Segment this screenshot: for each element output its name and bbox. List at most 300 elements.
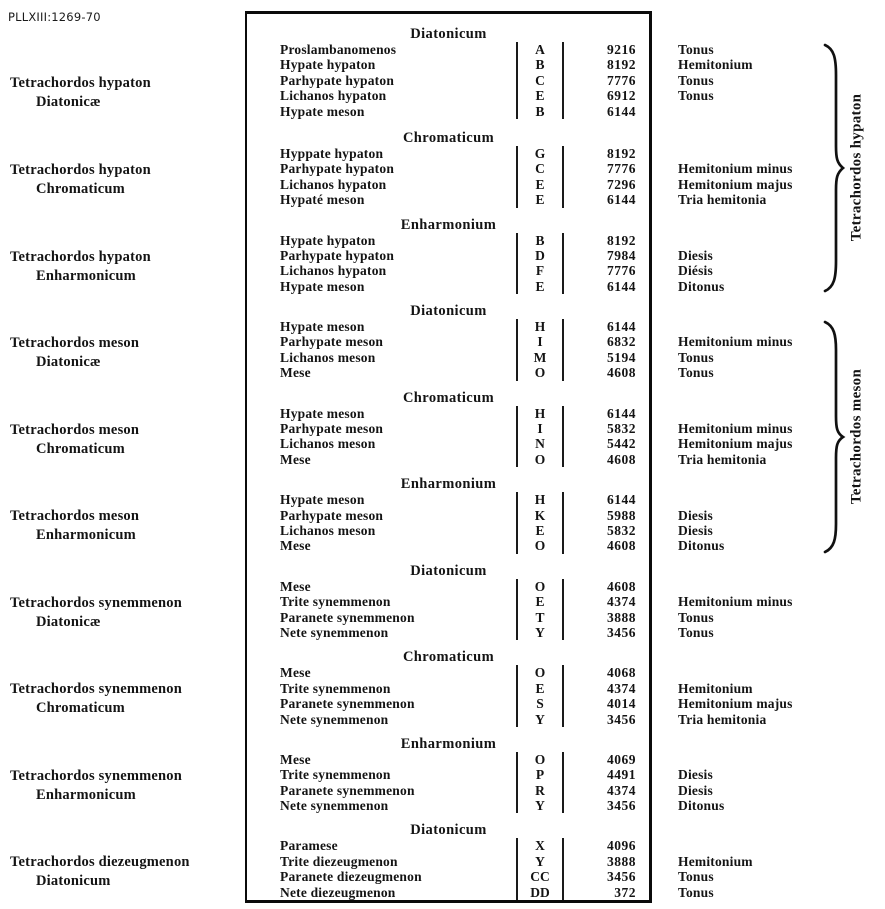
section-header-row [0, 303, 885, 319]
interval-label: Hemitonium minus [678, 421, 793, 437]
note-name: Trite synemmenon [280, 767, 391, 783]
spacer [0, 217, 247, 233]
note-row-main [247, 752, 650, 767]
spacer [0, 303, 247, 319]
note-row [0, 42, 885, 57]
interval-label: Tria hemitonia [678, 192, 767, 208]
note-value: 6144 [562, 192, 650, 207]
section-genus-header: Diatonicum [410, 562, 487, 579]
interval-label: Tonus [678, 88, 714, 104]
note-value: 3888 [562, 610, 650, 625]
interval-label: Diésis [678, 263, 713, 279]
tetrachord-table [0, 26, 885, 909]
section-genus-header: Chromaticum [402, 649, 495, 666]
section-header-row [0, 649, 885, 665]
note-name: Paramese [280, 838, 338, 854]
note-name: Trite synemmenon [280, 680, 391, 696]
brace-label-hypaton: Tetrachordos hypaton [848, 93, 865, 242]
note-name: Lichanos meson [280, 436, 376, 452]
interval-label [650, 838, 885, 853]
note-name: Nete diezeugmenon [280, 884, 396, 900]
spacer [0, 492, 247, 507]
section-header-row [0, 26, 885, 42]
left-group-label-line: Tetrachordos meson [10, 421, 140, 438]
interval-label [650, 319, 885, 334]
left-group-label-line: Tetrachordos hypaton [10, 161, 151, 178]
note-name: Lichanos meson [280, 349, 376, 365]
spacer [0, 406, 247, 421]
section [0, 130, 885, 208]
note-name: Mese [280, 365, 311, 381]
interval-label: Hemitonium minus [678, 594, 793, 610]
spacer [650, 303, 885, 319]
note-row-main [247, 406, 650, 421]
note-row-main [247, 885, 650, 900]
note-value: 4491 [562, 767, 650, 782]
note-letter: H [516, 319, 562, 334]
note-name: Lichanos hypaton [280, 176, 387, 192]
note-value: 7984 [562, 248, 650, 263]
left-group-label-line: Enharmonicum [36, 527, 136, 544]
section [0, 736, 885, 814]
interval-label: Hemitonium majus [678, 176, 793, 192]
section [0, 563, 885, 641]
spacer [0, 319, 247, 334]
note-row-main [247, 279, 650, 294]
left-group-label-line: Diatonicum [36, 873, 111, 890]
note-letter: O [516, 538, 562, 553]
note-value: 4608 [562, 452, 650, 467]
spacer [650, 649, 885, 665]
note-value: 8192 [562, 233, 650, 248]
note-row-main [247, 177, 650, 192]
note-name: Paranete synemmenon [280, 696, 415, 712]
note-value: 5988 [562, 508, 650, 523]
spacer [0, 42, 247, 57]
note-letter: M [516, 350, 562, 365]
note-letter: C [516, 161, 562, 176]
note-letter: F [516, 263, 562, 278]
note-letter: E [516, 177, 562, 192]
left-group-label [10, 248, 151, 286]
note-row [0, 579, 885, 594]
left-group-label [10, 161, 151, 199]
note-letter: DD [516, 885, 562, 900]
interval-label: Hemitonium [678, 680, 753, 696]
note-value: 4068 [562, 665, 650, 680]
section-genus-header: Diatonicum [410, 822, 487, 839]
section-genus-header: Diatonicum [410, 303, 487, 320]
note-row-main [247, 104, 650, 119]
left-group-label [10, 853, 190, 891]
note-row-main [247, 767, 650, 782]
note-row-main [247, 350, 650, 365]
spacer [0, 476, 247, 492]
section-header-row [0, 476, 885, 492]
section [0, 476, 885, 554]
note-letter: O [516, 365, 562, 380]
note-letter: B [516, 104, 562, 119]
note-letter: I [516, 421, 562, 436]
note-value: 8192 [562, 57, 650, 72]
note-value: 6912 [562, 88, 650, 103]
note-row-main [247, 365, 650, 380]
note-letter: B [516, 57, 562, 72]
section-header-row [0, 130, 885, 146]
note-row-main [247, 523, 650, 538]
table-border-top [245, 11, 652, 14]
section-genus-header: Enharmonium [400, 735, 497, 752]
note-row [0, 233, 885, 248]
note-value: 7776 [562, 263, 650, 278]
brace-meson [820, 319, 846, 555]
note-name: Trite synemmenon [280, 594, 391, 610]
left-group-label-line: Enharmonicum [36, 267, 136, 284]
interval-label: Tonus [678, 42, 714, 57]
note-value: 5832 [562, 421, 650, 436]
note-letter: R [516, 783, 562, 798]
note-name: Hypaté meson [280, 192, 365, 208]
note-letter: E [516, 88, 562, 103]
note-letter: T [516, 610, 562, 625]
left-group-label-line: Tetrachordos meson [10, 335, 140, 352]
note-row-main [247, 696, 650, 711]
note-name: Paranete synemmenon [280, 782, 415, 798]
note-row-main [247, 452, 650, 467]
note-row-main [247, 854, 650, 869]
note-value: 3888 [562, 854, 650, 869]
note-letter: CC [516, 869, 562, 884]
note-name: Paranete diezeugmenon [280, 869, 422, 885]
note-row [0, 492, 885, 507]
note-name: Hypate hypaton [280, 232, 376, 248]
note-row-main [247, 334, 650, 349]
note-letter: O [516, 665, 562, 680]
note-row [0, 57, 885, 72]
note-name: Mese [280, 578, 311, 594]
note-row [0, 406, 885, 421]
note-row-main [247, 263, 650, 278]
note-value: 4374 [562, 681, 650, 696]
note-name: Parhypate hypaton [280, 72, 395, 88]
note-value: 3456 [562, 869, 650, 884]
note-row-main [247, 42, 650, 57]
note-letter: E [516, 279, 562, 294]
note-value: 4374 [562, 594, 650, 609]
interval-label: Tria hemitonia [678, 711, 767, 727]
note-value: 4096 [562, 838, 650, 853]
spacer [0, 736, 247, 752]
interval-label: Hemitonium majus [678, 436, 793, 452]
left-group-label [10, 421, 139, 459]
left-group-label-line: Chromaticum [36, 700, 125, 717]
note-row-main [247, 248, 650, 263]
note-value: 3456 [562, 712, 650, 727]
note-value: 8192 [562, 146, 650, 161]
note-letter: Y [516, 854, 562, 869]
note-value: 6144 [562, 104, 650, 119]
note-row-main [247, 73, 650, 88]
note-row-main [247, 421, 650, 436]
spacer [0, 26, 247, 42]
interval-label: Hemitonium majus [678, 696, 793, 712]
note-letter: E [516, 523, 562, 538]
section-genus-header: Chromaticum [402, 129, 495, 146]
note-letter: X [516, 838, 562, 853]
brace-label-meson: Tetrachordos meson [848, 368, 865, 505]
left-group-label-line: Tetrachordos synemmenon [10, 594, 183, 611]
note-letter: Y [516, 798, 562, 813]
note-letter: N [516, 436, 562, 451]
note-value: 6832 [562, 334, 650, 349]
note-name: Mese [280, 538, 311, 554]
note-value: 5442 [562, 436, 650, 451]
spacer [0, 822, 247, 838]
spacer [0, 665, 247, 680]
left-group-label-line: Enharmonicum [36, 786, 136, 803]
note-letter: Y [516, 712, 562, 727]
section-genus-header: Diatonicum [410, 26, 487, 42]
note-name: Proslambanomenos [280, 42, 397, 57]
note-value: 4608 [562, 579, 650, 594]
note-value: 4608 [562, 365, 650, 380]
note-row-main [247, 146, 650, 161]
note-row-main [247, 233, 650, 248]
section [0, 390, 885, 468]
note-value: 4608 [562, 538, 650, 553]
left-group-label [10, 507, 139, 545]
note-row-main [247, 798, 650, 813]
note-row-main [247, 712, 650, 727]
section [0, 303, 885, 381]
interval-label: Tonus [678, 884, 714, 900]
left-group-label-line: Diatonicæ [36, 354, 101, 371]
spacer [0, 390, 247, 406]
note-letter: A [516, 42, 562, 57]
note-row-main [247, 665, 650, 680]
spacer [650, 822, 885, 838]
note-name: Hypate meson [280, 492, 365, 508]
note-value: 4374 [562, 783, 650, 798]
note-row-main [247, 57, 650, 72]
interval-label: Hemitonium [678, 57, 753, 73]
catalog-number: PLLXIII:1269-70 [8, 10, 101, 24]
left-group-label-line: Tetrachordos hypaton [10, 75, 151, 91]
spacer [0, 130, 247, 146]
note-row-main [247, 508, 650, 523]
note-letter: O [516, 752, 562, 767]
note-value: 3456 [562, 625, 650, 640]
interval-label: Diesis [678, 507, 713, 523]
interval-label: Hemitonium [678, 853, 753, 869]
left-group-label [10, 767, 182, 805]
note-value: 6144 [562, 319, 650, 334]
section-header-row [0, 822, 885, 838]
note-row-main [247, 594, 650, 609]
note-name: Lichanos hypaton [280, 88, 387, 104]
note-name: Parhypate meson [280, 334, 384, 350]
note-letter: H [516, 406, 562, 421]
interval-label: Tonus [678, 869, 714, 885]
interval-label: Diesis [678, 247, 713, 263]
section-header-row [0, 217, 885, 233]
note-letter: E [516, 681, 562, 696]
note-value: 5832 [562, 523, 650, 538]
note-value: 6144 [562, 492, 650, 507]
section-genus-header: Enharmonium [400, 476, 497, 493]
note-row-main [247, 492, 650, 507]
note-name: Hypate meson [280, 319, 365, 335]
spacer [0, 233, 247, 248]
section [0, 217, 885, 295]
note-letter: Y [516, 625, 562, 640]
note-value: 6144 [562, 406, 650, 421]
interval-label: Ditonus [678, 278, 725, 294]
note-value: 7776 [562, 73, 650, 88]
spacer [0, 57, 247, 72]
left-group-label-line: Tetrachordos diezeugmenon [10, 854, 190, 871]
note-value: 3456 [562, 798, 650, 813]
left-group-label [10, 594, 182, 632]
note-row-main [247, 192, 650, 207]
note-value: 4069 [562, 752, 650, 767]
note-value: 4014 [562, 696, 650, 711]
note-name: Nete synemmenon [280, 624, 389, 640]
left-group-label [10, 334, 139, 372]
section-header-row [0, 390, 885, 406]
note-value: 372 [562, 885, 650, 900]
interval-label [650, 665, 885, 680]
section [0, 822, 885, 900]
note-row-main [247, 838, 650, 853]
note-row-main [247, 610, 650, 625]
note-value: 5194 [562, 350, 650, 365]
note-name: Parhypate hypaton [280, 247, 395, 263]
interval-label: Tonus [678, 609, 714, 625]
note-value: 6144 [562, 279, 650, 294]
spacer [0, 563, 247, 579]
note-value: 7296 [562, 177, 650, 192]
note-letter: H [516, 492, 562, 507]
note-letter: O [516, 452, 562, 467]
note-name: Hypate meson [280, 278, 365, 294]
note-row [0, 665, 885, 680]
note-row-main [247, 625, 650, 640]
note-name: Nete synemmenon [280, 798, 389, 814]
section [0, 649, 885, 727]
note-row-main [247, 88, 650, 103]
left-group-label-line: Diatonicæ [36, 94, 101, 110]
spacer [0, 752, 247, 767]
note-name: Hypate meson [280, 103, 365, 119]
interval-label: Tonus [678, 72, 714, 88]
interval-label [650, 752, 885, 767]
note-row-main [247, 869, 650, 884]
left-group-label-line: Tetrachordos synemmenon [10, 767, 183, 784]
left-group-label-line: Tetrachordos meson [10, 508, 140, 525]
interval-label: Diesis [678, 782, 713, 798]
note-letter: K [516, 508, 562, 523]
note-name: Mese [280, 451, 311, 467]
note-name: Mese [280, 751, 311, 767]
spacer [650, 26, 885, 42]
note-row-main [247, 579, 650, 594]
note-row-main [247, 538, 650, 553]
note-name: Lichanos meson [280, 522, 376, 538]
spacer [0, 649, 247, 665]
note-row-main [247, 161, 650, 176]
section-genus-header: Chromaticum [402, 389, 495, 406]
left-group-label-line: Diatonicæ [36, 613, 101, 630]
note-letter: I [516, 334, 562, 349]
note-name: Hyppate hypaton [280, 145, 384, 161]
interval-label: Ditonus [678, 538, 725, 554]
interval-label: Ditonus [678, 798, 725, 814]
note-letter: E [516, 594, 562, 609]
spacer [650, 563, 885, 579]
note-value: 7776 [562, 161, 650, 176]
interval-label: Tria hemitonia [678, 451, 767, 467]
note-name: Parhypate hypaton [280, 161, 395, 177]
note-name: Paranete synemmenon [280, 609, 415, 625]
note-letter: S [516, 696, 562, 711]
note-row [0, 752, 885, 767]
interval-label: Hemitonium minus [678, 161, 793, 177]
section-header-row [0, 736, 885, 752]
note-row-main [247, 681, 650, 696]
section-header-row [0, 563, 885, 579]
note-row [0, 319, 885, 334]
left-group-label [10, 74, 151, 112]
section-genus-header: Enharmonium [400, 216, 497, 233]
interval-label [650, 579, 885, 594]
note-row [0, 838, 885, 853]
left-group-label-line: Chromaticum [36, 180, 125, 197]
interval-label: Tonus [678, 349, 714, 365]
note-name: Hypate meson [280, 405, 365, 421]
note-name: Mese [280, 665, 311, 681]
spacer [0, 146, 247, 161]
note-letter: P [516, 767, 562, 782]
note-name: Lichanos hypaton [280, 263, 387, 279]
left-group-label-line: Tetrachordos hypaton [10, 248, 151, 265]
note-name: Hypate hypaton [280, 57, 376, 73]
left-group-label-line: Chromaticum [36, 440, 125, 457]
interval-label: Diesis [678, 522, 713, 538]
brace-hypaton [820, 42, 846, 294]
spacer [0, 579, 247, 594]
interval-label: Tonus [678, 365, 714, 381]
note-row-main [247, 783, 650, 798]
left-group-label-line: Tetrachordos synemmenon [10, 681, 183, 698]
spacer [650, 736, 885, 752]
left-group-label [10, 680, 182, 718]
note-letter: C [516, 73, 562, 88]
interval-label: Hemitonium minus [678, 334, 793, 350]
interval-label: Tonus [678, 624, 714, 640]
note-row [0, 146, 885, 161]
note-letter: E [516, 192, 562, 207]
note-name: Trite diezeugmenon [280, 853, 398, 869]
note-letter: O [516, 579, 562, 594]
interval-label: Diesis [678, 767, 713, 783]
note-name: Parhypate meson [280, 421, 384, 437]
note-name: Nete synemmenon [280, 711, 389, 727]
note-row-main [247, 436, 650, 451]
note-letter: G [516, 146, 562, 161]
note-letter: B [516, 233, 562, 248]
note-letter: D [516, 248, 562, 263]
